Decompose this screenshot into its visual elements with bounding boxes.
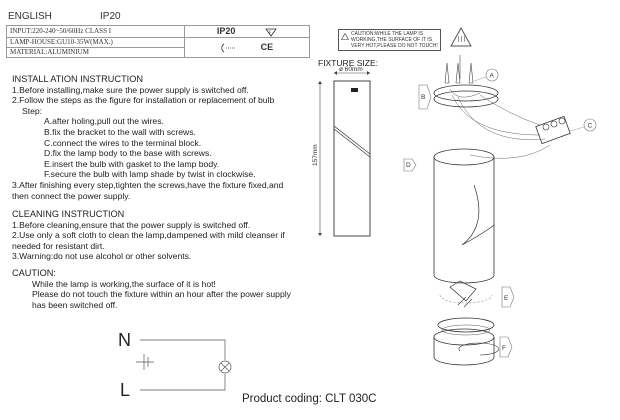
callout-d: [404, 159, 416, 171]
installation-substep: C.connect the wires to the terminal block.: [44, 137, 202, 148]
spec-ip-text: IP20: [216, 26, 236, 36]
supply-wires: [452, 95, 545, 140]
spec-ip-cell: [185, 26, 310, 38]
warning-triangle-icon: [341, 33, 349, 42]
warning-line: VERY HOT,PLEASE DO NOT TOUCH!: [351, 43, 438, 49]
spec-input: INPUT:220-240~50/60Hz CLASS I: [7, 26, 185, 38]
cleaning-title: CLEANING INSTRUCTION: [12, 209, 125, 219]
caution-line: While the lamp is working,the surface of it is hot!: [32, 278, 216, 289]
callout-letter: A: [489, 72, 494, 80]
bulb-pins: [458, 297, 472, 307]
twist-arrow-icon: [459, 343, 499, 355]
bracket-wire: [450, 89, 480, 97]
warning-line: CAUTION:WHILE THE LAMP IS: [351, 31, 424, 37]
wall-anchor-icon: [445, 63, 473, 83]
installation-substep: E.insert the bulb with gasket to the lamp body.: [44, 158, 220, 169]
hot-surface-warning-box: [338, 29, 441, 51]
fixture-width-text: ø 60mm: [339, 66, 363, 73]
spec-ce-cell: [185, 37, 310, 57]
installation-step-3: 3.After finishing every step,tighten the screws,have the fixture fixed,and: [12, 179, 284, 190]
bulb-rotation-arrow: [440, 295, 492, 303]
lamp-body-top: [434, 149, 494, 165]
ce-mark-icon: CE: [260, 41, 274, 52]
warning-line: WORKING,THE SURFACE OF IT IS: [351, 37, 433, 43]
callout-f: [500, 337, 512, 357]
installation-title: INSTALL ATION INSTRUCTION: [12, 74, 144, 84]
terminal-screw: [559, 118, 565, 124]
cleaning-line: 2.Use only a soft cloth to clean the lamp,dampened with mild cleanser if: [12, 230, 285, 241]
live-terminal-label: L: [120, 380, 131, 400]
callout-e: [502, 287, 514, 307]
callout-letter: E: [504, 295, 509, 302]
installation-step-2: 2.Follow the steps as the figure for installation or replacement of bulb: [12, 95, 275, 106]
lamp-body-bottom: [434, 275, 494, 283]
fixture-top-mark: [351, 88, 358, 92]
installation-step-3-cont: then connect the power supply.: [12, 190, 131, 201]
exploded-installation-diagram: [400, 55, 615, 380]
callout-b: [419, 85, 431, 109]
cleaning-line: 1.Before cleaning,ensure that the power supply is switched off.: [12, 219, 251, 230]
spec-material: MATERIAL:ALUMINIUM: [7, 47, 185, 57]
caution-title: CAUTION:: [12, 268, 56, 278]
cleaning-section: [12, 209, 312, 262]
caution-line: has been switched off.: [32, 299, 118, 310]
lamp-shade-bottom: [434, 357, 494, 365]
fixture-wires: [470, 145, 550, 158]
class-one-ground-icon: [221, 43, 237, 53]
neutral-wire: [140, 340, 225, 360]
spec-row: [7, 37, 310, 47]
callout-letter: B: [421, 94, 426, 101]
hot-surface-triangle-icon: [450, 27, 472, 52]
lamp-shade-top: [434, 329, 494, 345]
fixture-cut-line: [334, 126, 370, 157]
live-wire: [140, 374, 225, 390]
installation-step-label: Step:: [22, 105, 43, 116]
caution-section: [12, 268, 312, 310]
language-label: ENGLISH: [8, 11, 52, 22]
callout-letter: F: [502, 345, 506, 352]
lamp-cross: [221, 363, 229, 371]
gu10-bulb-icon: [450, 281, 476, 301]
installation-substep: F.secure the bulb with lamp shade by twist in clockwise.: [44, 169, 256, 180]
svg-text:F: F: [269, 29, 272, 35]
installation-step-1: 1.Before installing,make sure the power supply is switched off.: [12, 84, 249, 95]
callout-c: [570, 119, 596, 131]
callout-letter: D: [406, 162, 411, 169]
cleaning-line: needed for resistant dirt.: [12, 240, 105, 251]
callout-a: [474, 69, 498, 81]
terminal-screw: [551, 121, 557, 127]
triangle-mark-icon: [265, 28, 277, 37]
terminal-screw: [543, 124, 549, 130]
product-coding: Product coding: CLT 030C: [242, 393, 377, 405]
fixture-height-text: 157mm: [312, 144, 319, 166]
installation-substep: D.fix the lamp body to the base with screws.: [44, 148, 212, 159]
ip-rating-label: IP20: [100, 11, 121, 22]
spec-row: [7, 26, 310, 38]
fixture-body-outline: [334, 81, 370, 236]
installation-section: [12, 74, 312, 201]
cleaning-line: 3.Warning:do not use alcohol or other solvents.: [12, 251, 192, 262]
caution-line: Please do not touch the fixture within an hour after the power supply: [32, 289, 291, 300]
spec-lamp-house: LAMP-HOUSE:GU10-35W(MAX.): [7, 37, 185, 47]
fixture-dimension-drawing: [304, 66, 384, 246]
neutral-terminal-label: N: [118, 330, 131, 350]
callout-letter: C: [587, 122, 593, 130]
lamp-body-cut: [462, 185, 494, 245]
spec-table: [6, 25, 310, 58]
installation-substep: A.after holing,pull out the wires.: [44, 116, 164, 127]
installation-substep: B.fix the bracket to the wall with screws.: [44, 126, 196, 137]
fixture-size-label: FIXTURE SIZE:: [318, 58, 378, 68]
wiring-diagram: [130, 338, 250, 398]
